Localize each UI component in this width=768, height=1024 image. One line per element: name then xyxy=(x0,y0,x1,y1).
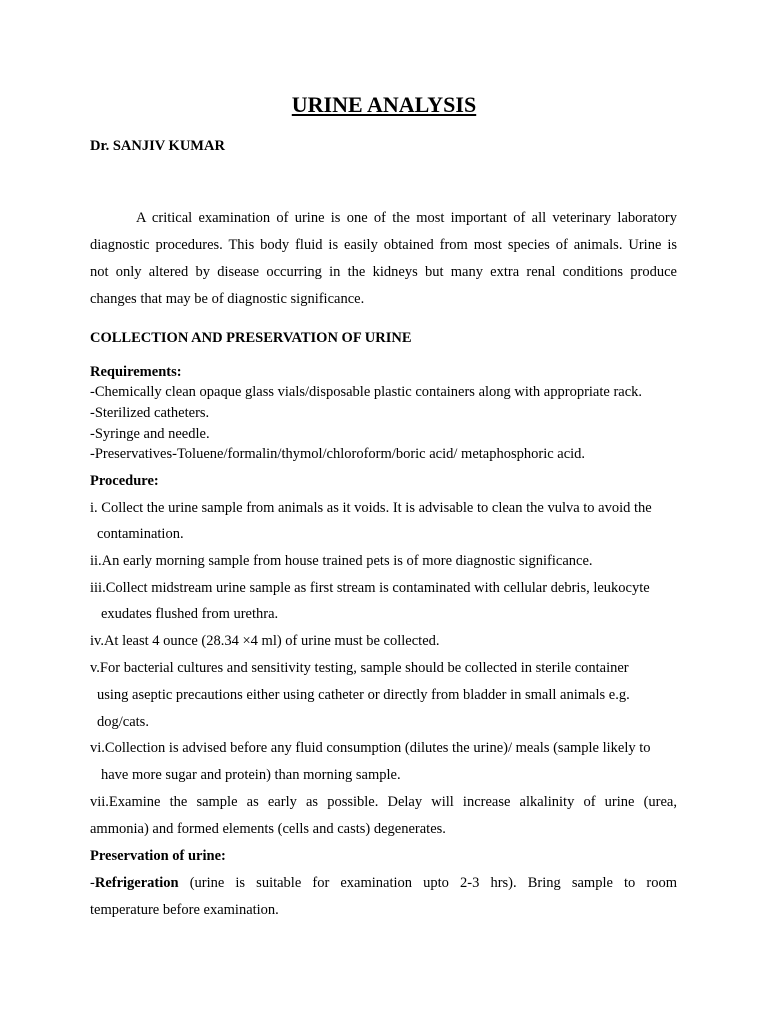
document-title: URINE ANALYSIS xyxy=(291,92,477,117)
refrigeration-term: Refrigeration xyxy=(94,875,179,891)
preservation-heading: Preservation of urine: xyxy=(90,848,226,864)
requirement-item: -Preservatives-Toluene/formalin/thymol/chloroform/boric acid/ metaphosphoric acid. xyxy=(90,446,586,462)
requirement-item: -Sterilized catheters. xyxy=(90,405,210,421)
refrigeration-line-2: temperature before examination. xyxy=(90,902,279,918)
intro-line: changes that may be of diagnostic significance. xyxy=(90,291,365,307)
requirement-item: -Syringe and needle. xyxy=(90,426,210,442)
section-heading: COLLECTION AND PRESERVATION OF URINE xyxy=(90,330,412,346)
procedure-line: i. Collect the urine sample from animals as it voids. It is advisable to clean the vulva to avoid the xyxy=(90,500,652,516)
procedure-line: ii.An early morning sample from house trained pets is of more diagnostic significance. xyxy=(90,553,593,569)
procedure-line: dog/cats. xyxy=(97,714,149,730)
intro-line: diagnostic procedures. This body fluid is easily obtained from most species of animals. Urine is xyxy=(90,237,677,253)
refrigeration-line xyxy=(90,875,677,895)
requirements-heading: Requirements: xyxy=(90,364,182,380)
author-name: Dr. SANJIV KUMAR xyxy=(90,138,225,154)
procedure-line: exudates flushed from urethra. xyxy=(101,606,279,622)
procedure-line: iii.Collect midstream urine sample as first stream is contaminated with cellular debris, leukocyte xyxy=(90,580,650,596)
refrigeration-prefix: - xyxy=(90,875,95,891)
procedure-line: using aseptic precautions either using catheter or directly from bladder in small animals e.g. xyxy=(97,687,630,703)
requirement-item: -Chemically clean opaque glass vials/disposable plastic containers along with appropriate rack. xyxy=(90,384,643,400)
intro-line: not only altered by disease occurring in the kidneys but many extra renal conditions produce xyxy=(90,264,677,280)
intro-line: A critical examination of urine is one of the most important of all veterinary laboratory xyxy=(136,210,677,226)
procedure-line: vi.Collection is advised before any fluid consumption (dilutes the urine)/ meals (sample likely to xyxy=(90,740,651,756)
procedure-line: v.For bacterial cultures and sensitivity testing, sample should be collected in sterile container xyxy=(90,660,629,676)
procedure-heading: Procedure: xyxy=(90,473,159,489)
procedure-line: iv.At least 4 ounce (28.34 ×4 ml) of urine must be collected. xyxy=(90,633,440,649)
refrigeration-text: (urine is suitable for examination upto 2-3 hrs). Bring sample to room xyxy=(178,875,677,891)
procedure-line: ammonia) and formed elements (cells and casts) degenerates. xyxy=(90,821,446,837)
procedure-line: contamination. xyxy=(97,526,184,542)
procedure-line: have more sugar and protein) than morning sample. xyxy=(101,767,401,783)
procedure-line: vii.Examine the sample as early as possible. Delay will increase alkalinity of urine (urea, xyxy=(90,794,677,810)
